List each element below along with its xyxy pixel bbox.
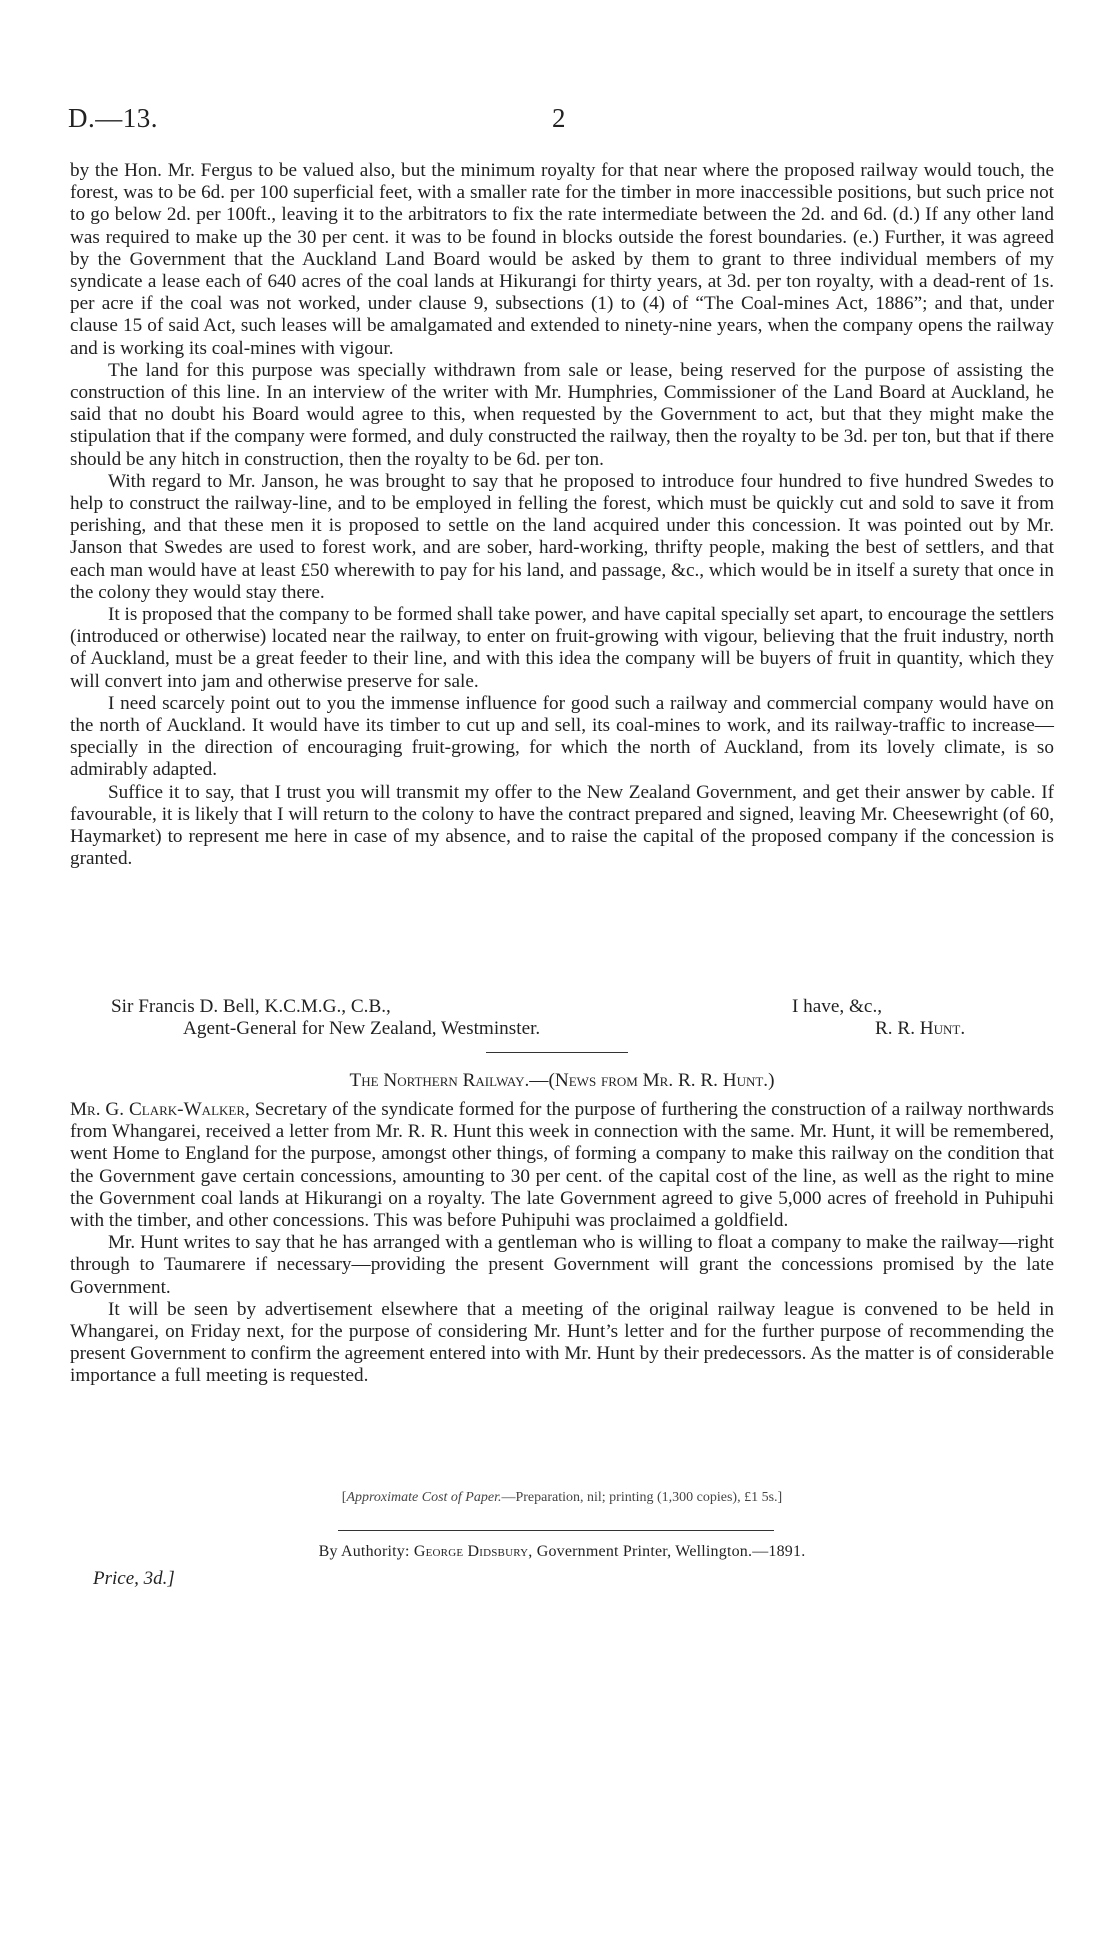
authority-prefix: By Authority: <box>318 1543 410 1560</box>
article-heading: The Northern Railway.—(News from Mr. R. R. Hunt.) <box>349 1070 775 1091</box>
signature-block <box>70 996 1054 1040</box>
letter-paragraph: Suffice it to say, that I trust you will transmit my offer to the New Zealand Government, and get their answer by cable. If favourable, it is likely that I will return to the colony to have the contract prepared and signed, leaving Mr. Cheesewright (of 60, Haymarket) to represent me here in case of my absence, and to raise the capital of the proposed company if the concession is granted. <box>70 781 1054 870</box>
cost-label: Approximate Cost of Paper. <box>346 1490 502 1505</box>
price: Price, 3d.] <box>93 1568 175 1589</box>
closing-line: I have, &c., <box>792 996 883 1017</box>
footer-divider <box>338 1530 774 1531</box>
letter-paragraph: The land for this purpose was specially withdrawn from sale or lease, being reserved for the purpose of assisting the construction of this line. In an interview of the writer with Mr. Humphries, Commissioner of the Land Board at Auckland, he said that no doubt his Board would agree to this, when requested by the Government to act, but that they might make the stipulation that if the company were formed, and duly constructed the railway, then the royalty to be 3d. per ton, but that if there should be any hitch in construction, then the royalty to be 6d. per ton. <box>70 359 1054 470</box>
article-lead-name: Mr. G. Clark-Walker, <box>70 1099 250 1120</box>
letter-paragraph: It is proposed that the company to be formed shall take power, and have capital specially set apart, to encourage the settlers (introduced or otherwise) located near the railway, to enter on fruit-growing with vigour, believing that the fruit industry, north of Auckland, must be a great feeder to their line, and with this idea the company will be buyers of fruit in quantity, which they will convert into jam and otherwise preserve for sale. <box>70 604 1055 692</box>
section-divider <box>486 1052 628 1053</box>
article-paragraph: Mr. Hunt writes to say that he has arranged with a gentleman who is willing to float a company to make the railway—right through to Taumarere if necessary—providing the present Government will grant the concessions promised by the late Government. <box>70 1232 1054 1298</box>
cost-bracket-close: ] <box>777 1490 783 1505</box>
document-reference: D.—13. <box>68 103 158 133</box>
page-number: 2 <box>552 103 566 133</box>
letter-paragraph: I need scarcely point out to you the immense influence for good such a railway and commercial company would have on the north of Auckland. It would have its timber to cut up and sell, its coal-mines to work, and its railway-traffic to increase—specially in the direction of encouraging fruit-growing, for which the north of Auckland, from its lovely climate, is so admirably adapted. <box>70 692 1054 781</box>
letter-paragraph: With regard to Mr. Janson, he was brought to say that he proposed to introduce four hundred to five hundred Swedes to help to construct the railway-line, and to be employed in felling the forest, which must be quickly cut and sold to save it from perishing, and that these men it is proposed to settle on the land acquired under this concession. It was pointed out by Mr. Janson that Swedes are used to forest work, and are sober, hard-working, thrifty people, making the best of settlers, and that each man would have at least £50 wherewith to pay for his land, and passage, &c., which would be in itself a surety that once in the colony they would stay there. <box>70 470 1054 603</box>
article-paragraph-text: Secretary of the syndicate formed for the purpose of furthering the construction of a railway northwards from Whangarei, received a letter from Mr. R. R. Hunt this week in connection with the same. Mr. Hunt, it will be remembered, went Home to England for the purpose, amongst other things, of forming a company to make this railway on the condition that the Government gave certain concessions, amounting to 30 per cent. of the capital cost of the line, as well as the right to mine the Government coal lands at Hikurangi on a royalty. The late Government agreed to give 5,000 acres of freehold in Puhipuhi with the timber, and other concessions. This was before Puhipuhi was proclaimed a goldfield. <box>70 1099 1054 1232</box>
letter-paragraph: by the Hon. Mr. Fergus to be valued also, but the minimum royalty for that near where the proposed railway would touch, the forest, was to be 6d. per 100 superficial feet, with a smaller rate for the timber in more inaccessible positions, but such price not to go below 2d. per 100ft., leaving it to the arbitrators to fix the rate intermediate between the 2d. and 6d. (d.) If any other land was required to make up the 30 per cent. it was to be found in blocks outside the forest boundaries. (e.) Further, it was agreed by the Government that the Auckland Land Board would be asked by them to grant to three individual members of my syndicate a lease each of 640 acres of the coal lands at Hikurangi for thirty years, at 3d. per ton royalty, with a dead-rent of 1s. per acre if the coal was not worked, under clause 9, subsections (1) to (4) of “The Coal-mines Act, 1886”; and that, under clause 15 of said Act, such leases will be amalgamated and extended to ninety-nine years, when the company opens the railway and is working its coal-mines with vigour. <box>70 160 1054 359</box>
addressee-line-2: Agent-General for New Zealand, Westminster. <box>183 1018 541 1039</box>
article-body <box>70 1099 1054 1388</box>
cost-text: —Preparation, nil; printing (1,300 copies), £1 5s. <box>501 1490 778 1505</box>
article-paragraph: It will be seen by advertisement elsewhere that a meeting of the original railway league is convened to be held in Whangarei, on Friday next, for the purpose of considering Mr. Hunt’s letter and for the further purpose of recommending the present Government to confirm the agreement entered into with Mr. Hunt by their predecessors. As the matter is of considerable importance a full meeting is requested. <box>70 1298 1054 1387</box>
cost-bracket-open: [ <box>341 1490 347 1505</box>
authority-suffix: Government Printer, Wellington.—1891. <box>536 1543 806 1560</box>
addressee-line-1: Sir Francis D. Bell, K.C.M.G., C.B., <box>111 996 391 1017</box>
article-paragraph <box>70 1099 1054 1232</box>
printer-authority <box>70 1543 1054 1561</box>
letter-body <box>70 160 1054 871</box>
signature: R. R. Hunt. <box>875 1018 966 1039</box>
cost-note <box>70 1490 1054 1506</box>
printer-name: George Didsbury, <box>413 1543 533 1560</box>
